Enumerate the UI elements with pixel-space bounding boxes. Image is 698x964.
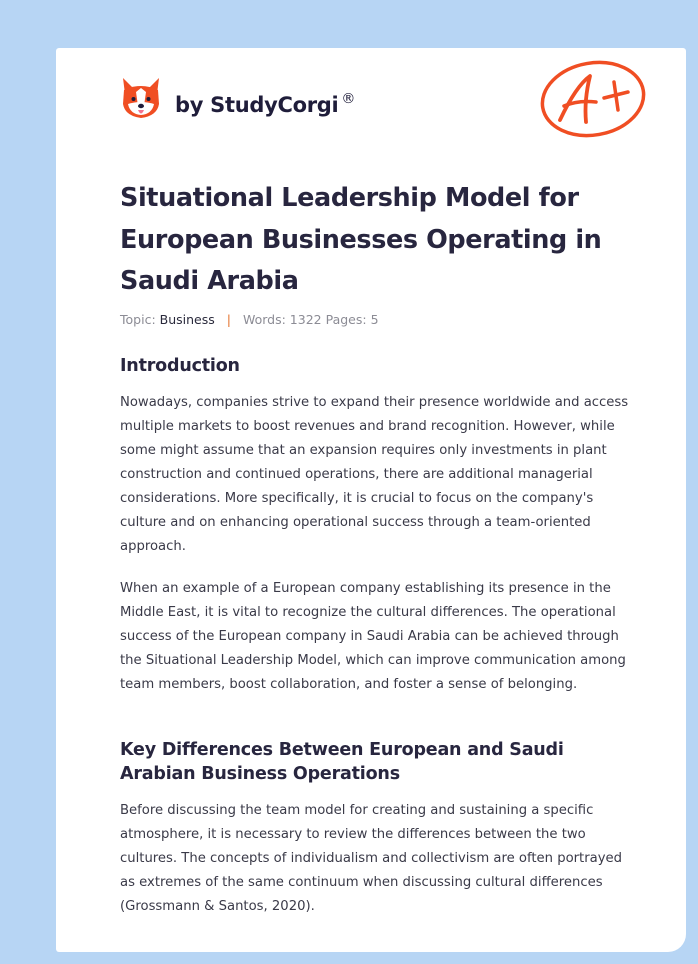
corgi-icon[interactable] [120,76,162,122]
document-page [56,48,686,952]
header [56,48,686,158]
topic-value[interactable]: Business [159,312,215,327]
section-heading: Key Differences Between European and Saudi Arabian Business Operations [120,740,564,784]
words-label: Words: [242,312,286,327]
registered-mark: ® [341,91,356,107]
paragraph: Before discussing the team model for creating and sustaining a specific atmosphere, it is necessary to review the differences between the two cultures. The concepts of individualism and collectivism are often portrayed as extremes of the same continuum when discussing cultural differences (Grossmann & Santos, 2020). [120,803,623,914]
pages-value: 5 [370,312,379,327]
words-value: 1322 [289,312,322,327]
paragraph: Nowadays, companies strive to expand their presence worldwide and access multiple markets to boost revenues and brand recognition. However, while some might assume that an expansion requires only investments in plant construction and continued operations, there are additional managerial considerations. More specifically, it is crucial to focus on the company's culture and on enhancing operational success through a team-oriented approach. [120,395,629,554]
section-heading: Introduction [120,356,240,376]
brand-name[interactable]: by StudyCorgi ® [175,91,356,117]
a-plus-icon [538,58,650,140]
paragraph: When an example of a European company establishing its presence in the Middle East, it is vital to recognize the cultural differences. The operational success of the European company in Saudi Arabia can be achieved through the Situational Leadership Model, which can improve communication among team members, boost collaboration, and foster a sense of belonging. [120,581,626,692]
pages-label: Pages: [325,312,367,327]
article-title: Situational Leadership Model for European Businesses Operating in Saudi Arabia [120,183,602,296]
meta-separator: | [226,312,231,327]
article-meta [120,312,379,327]
topic-label: Topic: [120,312,156,327]
